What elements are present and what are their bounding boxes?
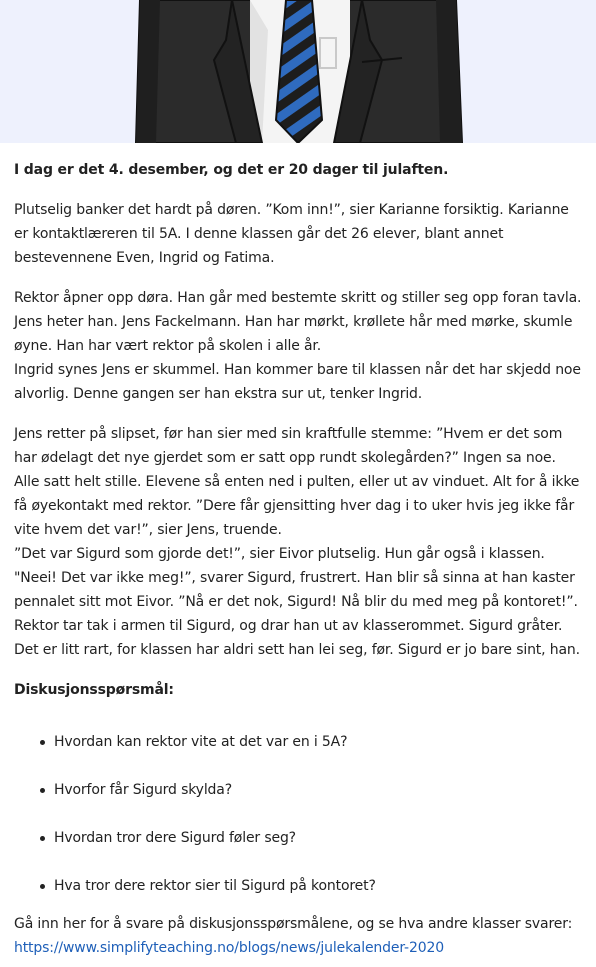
hero-illustration <box>0 0 596 143</box>
story-content <box>14 158 584 960</box>
list-item <box>14 874 584 898</box>
question-text: Hvordan tror dere Sigurd føler seg? <box>54 830 296 846</box>
discussion-heading: Diskusjonsspørsmål: <box>14 682 174 698</box>
bullet-icon <box>40 836 45 841</box>
paragraph: ”Det var Sigurd som gjorde det!”, sier Eivor plutselig. Hun går også i klassen. "Neei! Det var ikke meg!”, svarer Sigurd, frustrert. Han blir så sinna at han kaster pennalet sitt mot Eivor. ”Nå er det nok, Sigurd! Nå blir du med meg på kontoret!”. Rektor tar tak i armen til Sigurd, og drar han ut av klasserommet. Sigurd gråter. Det er litt rart, for klassen har aldri sett han lei seg, før. Sigurd er jo bare sint, han. <box>14 546 580 658</box>
bullet-icon <box>40 740 45 745</box>
paragraph: Jens retter på slipset, før han sier med sin kraftfulle stemme: ”Hvem er det som har ødelagt det nye gjerdet som er satt opp rundt skolegården?” Ingen sa noe. Alle satt helt stille. Elevene så enten ned i pulten, eller ut av vinduet. Alt for å ikke få øyekontakt med rektor. ”Dere får gjensitting hver dag i to uker hvis jeg ikke får vite hvem det var!”, sier Jens, truende. <box>14 426 580 538</box>
paragraph: Ingrid synes Jens er skummel. Han kommer bare til klassen når det har skjedd noe alvorlig. Denne gangen ser han ekstra sur ut, tenker Ingrid. <box>14 362 581 402</box>
paragraph: Rektor åpner opp døra. Han går med bestemte skritt og stiller seg opp foran tavla. Jens heter han. Jens Fackelmann. Han har mørkt, krøllete hår med mørke, skumle øyne. Han har vært rektor på skolen i alle år. <box>14 290 582 354</box>
question-text: Hvorfor får Sigurd skylda? <box>54 782 233 798</box>
discussion-questions <box>14 730 584 898</box>
intro-text: I dag er det 4. desember, og det er 20 dager til julaften. <box>14 162 449 178</box>
bullet-icon <box>40 884 45 889</box>
footer-text: Gå inn her for å svare på diskusjonsspørsmålene, og se hva andre klasser svarer: <box>14 916 573 932</box>
paragraph: Plutselig banker det hardt på døren. ”Kom inn!”, sier Karianne forsiktig. Karianne er kontaktlæreren til 5A. I denne klassen går det 26 elever, blant annet bestevennene Even, Ingrid og Fatima. <box>14 202 569 266</box>
principal-in-suit-illustration <box>0 0 596 143</box>
blog-link[interactable]: https://www.simplifyteaching.no/blogs/news/julekalender-2020 <box>14 940 444 956</box>
bullet-icon <box>40 788 45 793</box>
list-item <box>14 826 584 850</box>
question-text: Hva tror dere rektor sier til Sigurd på kontoret? <box>54 878 376 894</box>
list-item <box>14 778 584 802</box>
list-item <box>14 730 584 754</box>
question-text: Hvordan kan rektor vite at det var en i 5A? <box>54 734 348 750</box>
